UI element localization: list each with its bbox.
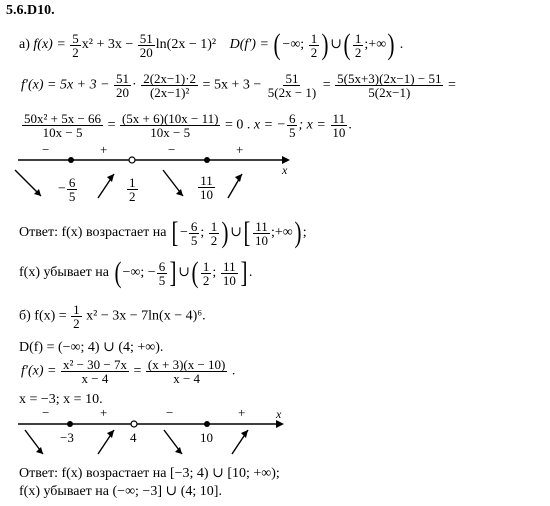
tick-label-1: − $\frac{6}{5}$ [58,175,76,204]
fraction-5-2: $\frac{5}{2}$ [72,30,79,60]
deriv-fraction-3: $\frac{51}{5(2x - 1)}$ [267,71,317,100]
fraction-1-2-b: $\frac{1}{2}$ [354,30,362,60]
fraction-1-2-a: $\frac{1}{2}$ [310,30,318,60]
decrease-label: f(x) убывает на [19,265,110,281]
part-a-answer-increase: Ответ: f(x) возрастает на [ − $\frac{6}{5}$ ; $\frac{1}{2}$ ) ∪[ $\frac{11}{10}$ ;+∞) ; [19,216,307,249]
union-symbol: ∪ [330,37,342,53]
simplify-equals: = [107,117,116,133]
root-1-lhs: x = − [253,117,286,133]
simplify-fraction-2: $\frac{(5x + 6)(10x - 11)}{10x - 5}$ [121,111,219,140]
critical-point-filled-2 [204,157,210,163]
deriv-equals-3: = [322,77,331,93]
part-b-answer-decrease: f(x) убывает на (−∞; −3] ∪ (4; 10]. [19,484,222,499]
deriv-fraction-1: $\frac{51}{20}$ [116,71,130,100]
deriv-fraction-4: $\frac{5(5x+3)(2x-1) - 51}{5(2x-1)}$ [337,71,442,100]
part-b-function-line: б) f(x) = $\frac{1}{2}$ x² − 3x − 7ln(x − 4)⁶. [19,302,206,331]
part-b-answer-increase: Ответ: f(x) возрастает на [−3; 4) ∪ [10; +∞); [19,466,280,481]
critical-point-filled-1 [67,421,73,427]
critical-point-filled-1 [68,157,74,163]
axis-arrow [276,420,284,428]
root-2-lhs: ; x = [298,117,326,133]
sign-4: + [238,405,246,420]
problem-title: 5.6.D10. [6,3,55,18]
part-a-answer-decrease: f(x) убывает на ( −∞; − $\frac{6}{5}$ ] ∪( $\frac{1}{2}$ ; $\frac{11}{10}$ ] . [19,256,253,289]
root-end: . [348,117,352,133]
sign-1: − [42,405,50,420]
axis-label: x [276,407,282,421]
sign-3: − [168,142,176,157]
sign-4: + [236,142,244,157]
part-b-number-line [0,404,300,460]
critical-point-open [131,421,137,427]
part-b-derivative-line: f′(x) = $\frac{\text{x² − 30 − 7x}}{x - 4}$ = $\frac{(x + 3)(x - 10)}{x - 4}$ . [21,357,236,386]
sign-3: − [166,405,174,420]
sign-2: + [100,142,108,157]
part-a-derivative-line [21,72,456,99]
part-b-deriv-lhs: f′(x) = [21,363,57,379]
answer-label: Ответ: f(x) возрастает на [19,225,167,241]
simplify-zero: = 0 . [224,117,251,133]
axis-label: x [282,163,288,177]
part-b-domain: D(f) = (−∞; 4) ∪ (4; +∞). [19,340,164,355]
domain-interval-2-end: ;+∞ [364,37,387,53]
function-log-term: ln(2x − 1)² [155,37,217,53]
part-b-function-tail: x² − 3x − 7ln(x − 4)⁶. [86,308,206,324]
critical-point-filled-2 [204,421,210,427]
sign-2: + [100,405,108,420]
deriv-trailing-equals: = [447,77,456,93]
root-1-fraction: $\frac{6}{5}$ [288,111,296,140]
tick-label-1: −3 [60,430,74,445]
domain-interval-1-start: −∞; [282,37,305,53]
part-b-roots: x = −3; x = 10. [19,392,103,407]
part-a-label: а) [19,37,30,53]
critical-point-open [129,157,135,163]
dot-operator: · [132,77,137,93]
deriv-equals-2: = 5x + 3 − [202,77,262,93]
domain-lhs: D(f′) = [229,37,269,53]
function-lhs: f(x) = [33,37,66,53]
derivative-lhs: f′(x) = 5x + 3 − [21,77,110,93]
tick-label-2: 4 [130,430,137,445]
tick-label-2: $\frac{1}{2}$ [129,175,136,204]
part-b-label: б) f(x) = [19,308,67,324]
deriv-fraction-2: $\frac{2(2x-1)\cdot 2}{\text{(2x−1)²}}$ [143,71,197,100]
part-a-simplify-line [21,112,352,139]
part-a-number-line [0,140,300,210]
fraction-51-20: $\frac{51}{20}$ [139,30,153,60]
simplify-fraction-1: $\frac{\text{50x² + 5x − 66}}{10x - 5}$ [24,111,102,140]
root-2-fraction: $\frac{11}{10}$ [332,111,346,140]
tick-label-3: $\frac{11}{10}$ [200,173,213,202]
function-middle: x² + 3x − [81,37,134,53]
part-a-function-line: а) f(x) = $\frac{5}{2}$ x² + 3x − $\frac{51}{20}$ ln(2x − 1)² D(f′) = ( −∞; $\frac{1}{2}$ ) ∪( $\frac{1}{2}$ ;+∞) . [19,28,404,61]
sign-1: − [42,142,50,157]
tick-label-3: 10 [200,430,213,445]
